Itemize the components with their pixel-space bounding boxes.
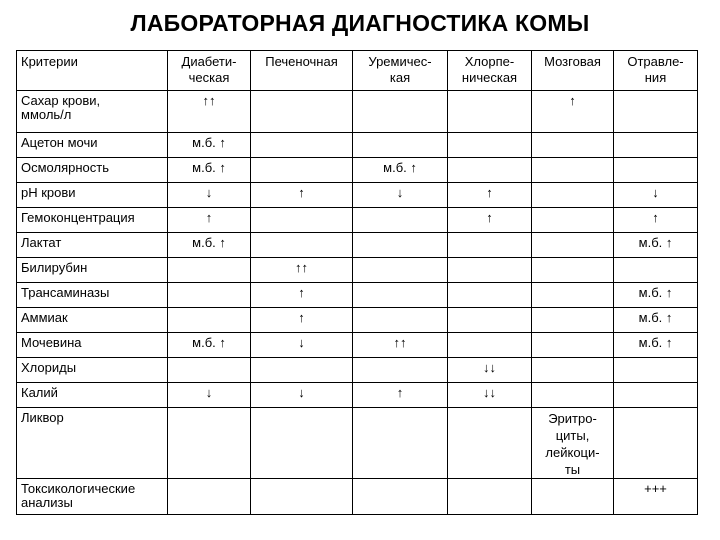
table-cell: м.б. ↑ [614, 333, 698, 358]
table-cell [251, 133, 353, 158]
table-cell [353, 91, 448, 133]
table-cell [251, 233, 353, 258]
table-cell: м.б. ↑ [168, 133, 251, 158]
table-row [17, 133, 698, 158]
table-cell [353, 479, 448, 515]
table-cell [448, 283, 532, 308]
table-row [17, 383, 698, 408]
table-row [17, 358, 698, 383]
table-cell: ↑↑ [353, 333, 448, 358]
table-cell [614, 383, 698, 408]
column-header: Мозговая [532, 51, 614, 91]
table-cell [168, 283, 251, 308]
table-row [17, 308, 698, 333]
table-cell: ↓↓ [448, 358, 532, 383]
row-label: Лактат [17, 233, 168, 258]
table-cell [448, 479, 532, 515]
table-cell: м.б. ↑ [614, 308, 698, 333]
table-cell [532, 333, 614, 358]
table-cell [532, 183, 614, 208]
column-header: Критерии [17, 51, 168, 91]
table-cell: м.б. ↑ [353, 158, 448, 183]
table-cell: ↓ [251, 333, 353, 358]
row-label: Гемоконцентрация [17, 208, 168, 233]
table-cell: ↓ [353, 183, 448, 208]
table-cell [353, 208, 448, 233]
row-label: Осмолярность [17, 158, 168, 183]
table-row [17, 408, 698, 479]
table-cell [251, 408, 353, 479]
table-cell: ↑ [251, 183, 353, 208]
table-cell [532, 308, 614, 333]
column-header: Уремичес- кая [353, 51, 448, 91]
row-label: Токсикологические анализы [17, 479, 168, 515]
table-header-row [17, 51, 698, 91]
table-cell: ↓ [614, 183, 698, 208]
table-cell [448, 258, 532, 283]
table-cell [353, 258, 448, 283]
table-cell [251, 208, 353, 233]
table-cell: ↑ [614, 208, 698, 233]
table-row [17, 233, 698, 258]
table-cell: ↑ [251, 283, 353, 308]
table-row [17, 333, 698, 358]
column-header: Диабети- ческая [168, 51, 251, 91]
table-cell [614, 133, 698, 158]
row-label: Билирубин [17, 258, 168, 283]
table-cell [353, 233, 448, 258]
table-cell: +++ [614, 479, 698, 515]
table-cell [614, 408, 698, 479]
page-title: ЛАБОРАТОРНАЯ ДИАГНОСТИКА КОМЫ [130, 10, 590, 36]
table-cell [168, 408, 251, 479]
table-cell: м.б. ↑ [168, 158, 251, 183]
table-cell [614, 158, 698, 183]
diagnostics-table [16, 50, 698, 515]
table-cell [168, 308, 251, 333]
table-cell: ↓ [168, 183, 251, 208]
table-cell: Эритро- циты, лейкоци- ты [532, 408, 614, 479]
table-cell: ↑ [168, 208, 251, 233]
table-cell [532, 258, 614, 283]
table-row [17, 183, 698, 208]
table-cell [168, 479, 251, 515]
table-cell [251, 158, 353, 183]
table-cell [532, 383, 614, 408]
table-cell [532, 283, 614, 308]
table-cell [168, 258, 251, 283]
table-cell [614, 258, 698, 283]
table-cell: ↑ [353, 383, 448, 408]
row-label: Калий [17, 383, 168, 408]
table-cell [614, 358, 698, 383]
table-row [17, 283, 698, 308]
table-cell [448, 408, 532, 479]
table-cell [448, 158, 532, 183]
table-cell [353, 308, 448, 333]
table-cell [168, 358, 251, 383]
table-row [17, 479, 698, 515]
table-cell [353, 283, 448, 308]
table-cell [251, 358, 353, 383]
column-header: Печеночная [251, 51, 353, 91]
row-label: Сахар крови, ммоль/л [17, 91, 168, 133]
table-row [17, 91, 698, 133]
table-cell [448, 91, 532, 133]
table-cell [614, 91, 698, 133]
table-cell: ↑ [251, 308, 353, 333]
row-label: Ликвор [17, 408, 168, 479]
table-cell: ↓ [168, 383, 251, 408]
row-label: Трансаминазы [17, 283, 168, 308]
table-cell: ↑ [448, 183, 532, 208]
table-cell: м.б. ↑ [168, 333, 251, 358]
table-cell [251, 479, 353, 515]
table-cell [251, 91, 353, 133]
table-cell: ↑ [448, 208, 532, 233]
row-label: Ацетон мочи [17, 133, 168, 158]
table-cell [448, 308, 532, 333]
row-label: Аммиак [17, 308, 168, 333]
table-row [17, 158, 698, 183]
table-row [17, 208, 698, 233]
table-cell: ↑ [532, 91, 614, 133]
table-cell [448, 333, 532, 358]
table-cell [353, 358, 448, 383]
column-header: Хлорпе- ническая [448, 51, 532, 91]
row-label: Мочевина [17, 333, 168, 358]
table-cell [532, 158, 614, 183]
table-cell [353, 133, 448, 158]
table-cell: м.б. ↑ [614, 283, 698, 308]
table-cell [353, 408, 448, 479]
table-cell: ↑↑ [251, 258, 353, 283]
table-cell: м.б. ↑ [614, 233, 698, 258]
table-cell: ↓ [251, 383, 353, 408]
row-label: pH крови [17, 183, 168, 208]
row-label: Хлориды [17, 358, 168, 383]
table-row [17, 258, 698, 283]
table-cell [532, 133, 614, 158]
column-header: Отравле- ния [614, 51, 698, 91]
table-cell [532, 233, 614, 258]
table-cell [448, 133, 532, 158]
table-cell: м.б. ↑ [168, 233, 251, 258]
table-cell [532, 479, 614, 515]
table-cell: ↑↑ [168, 91, 251, 133]
table-cell: ↓↓ [448, 383, 532, 408]
table-cell [448, 233, 532, 258]
table-cell [532, 208, 614, 233]
table-cell [532, 358, 614, 383]
